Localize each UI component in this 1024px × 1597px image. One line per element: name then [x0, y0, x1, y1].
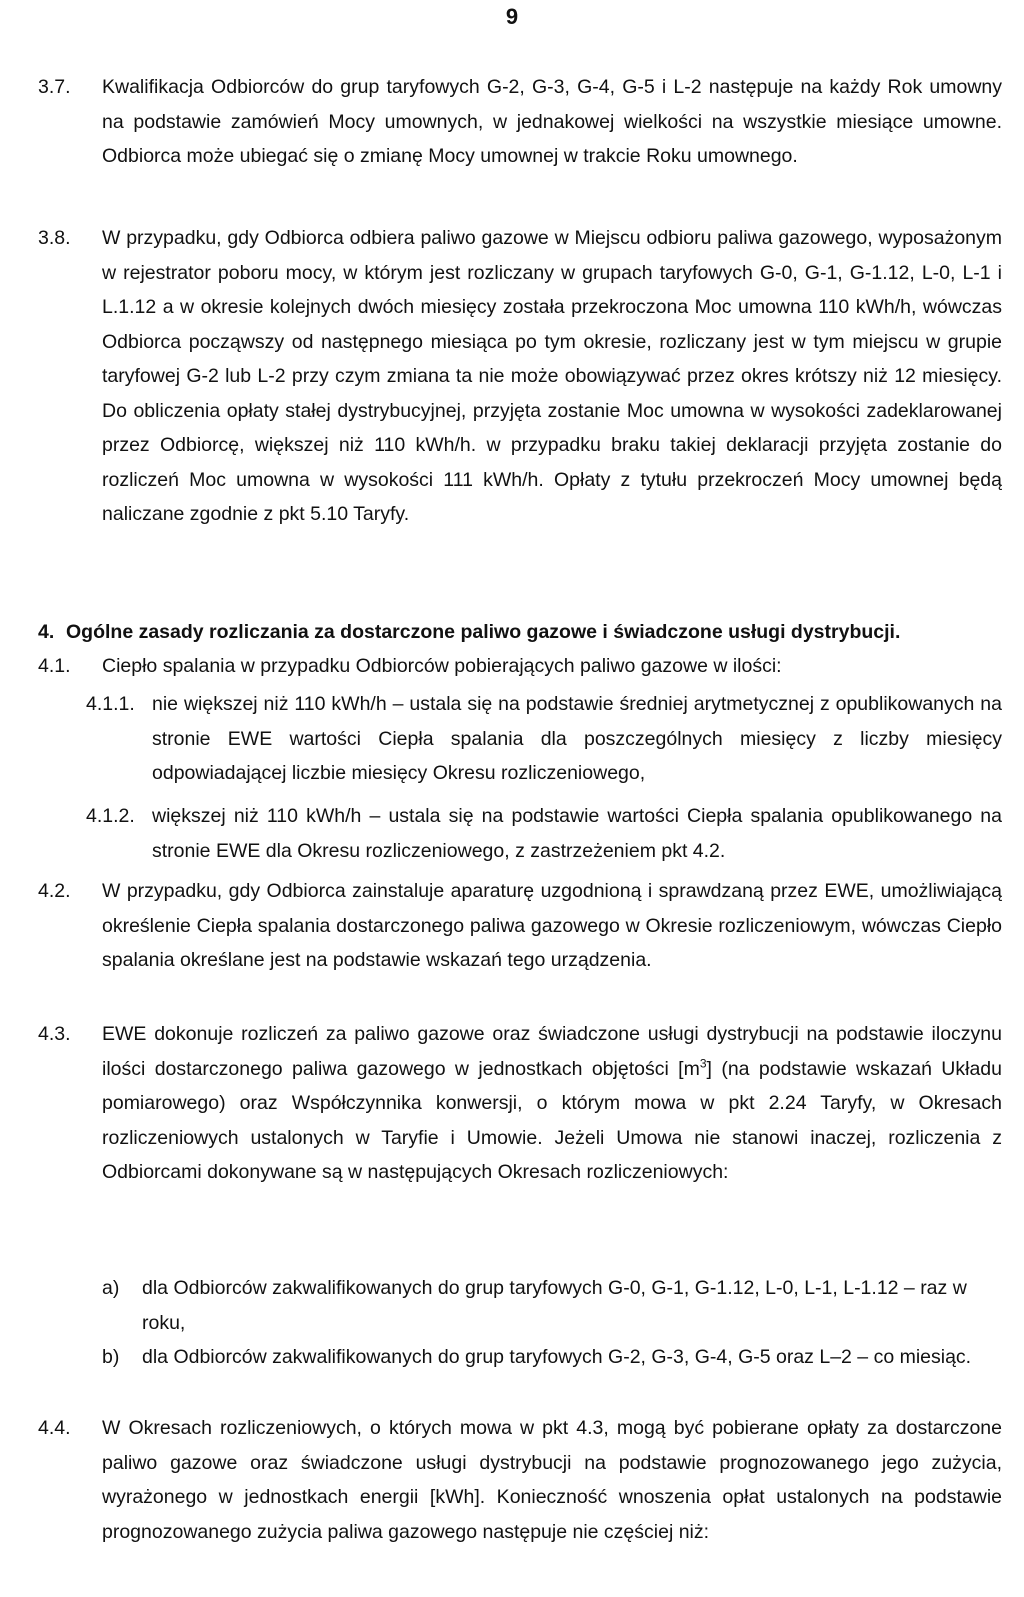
- list-item-text: dla Odbiorców zakwalifikowanych do grup taryfowych G-0, G-1, G-1.12, L-0, L-1, L-1.12 – raz w roku,: [142, 1277, 967, 1334]
- page-number: 9: [505, 4, 519, 29]
- list-marker: a): [102, 1277, 120, 1299]
- superscript: 3: [699, 1056, 707, 1070]
- paragraph-text: nie większej niż 110 kWh/h – ustala się na podstawie średniej arytmetycznej z opublikowanych na stronie EWE wartości Ciepła spalania dla poszczególnych miesięcy z liczby miesięcy odpowiadającej liczbie miesięcy Okresu rozliczeniowego,: [152, 693, 1002, 784]
- paragraph-text: Ciepło spalania w przypadku Odbiorców pobierających paliwo gazowe w ilości:: [102, 655, 782, 677]
- section-number: 4.1.2.: [86, 805, 135, 827]
- section-number: 4.4.: [38, 1417, 71, 1439]
- section-number: 3.7.: [38, 76, 71, 98]
- paragraph-text: W przypadku, gdy Odbiorca zainstaluje aparaturę uzgodnioną i sprawdzaną przez EWE, umożliwiającą określenie Ciepła spalania dostarczonego paliwa gazowego w Okresie rozliczeniowym, wówczas Ciepło spalania określane jest na podstawie wskazań tego urządzenia.: [102, 880, 1002, 971]
- section-number: 4.3.: [38, 1023, 71, 1045]
- section-number: 3.8.: [38, 227, 71, 249]
- paragraph-text: Kwalifikacja Odbiorców do grup taryfowych G-2, G-3, G-4, G-5 i L-2 następuje na każdy Rok umowny na podstawie zamówień Mocy umownych, w jednakowej wielkości na wszystkie miesiące umowne. Odbiorca może ubiegać się o zmianę Mocy umownej w trakcie Roku umownego.: [102, 76, 1002, 167]
- paragraph-text: [102, 1017, 1002, 1190]
- section-number: 4.: [38, 621, 55, 643]
- section-number: 4.1.1.: [86, 693, 135, 715]
- paragraph-text-part: EWE dokonuje rozliczeń za paliwo gazowe oraz świadczone usługi dystrybucji na podstawie iloczynu ilości dostarczonego paliwa gazowego w jednostkach objętości [m: [102, 1023, 1002, 1080]
- section-heading-text: Ogólne zasady rozliczania za dostarczone paliwo gazowe i świadczone usługi dystrybucji.: [66, 621, 901, 643]
- paragraph-text: większej niż 110 kWh/h – ustala się na podstawie wartości Ciepła spalania opublikowanego na stronie EWE dla Okresu rozliczeniowego, z zastrzeżeniem pkt 4.2.: [152, 805, 1002, 862]
- list-marker: b): [102, 1346, 120, 1368]
- section-number: 4.2.: [38, 880, 71, 902]
- paragraph-text: W Okresach rozliczeniowych, o których mowa w pkt 4.3, mogą być pobierane opłaty za dostarczone paliwo gazowe oraz świadczone usługi dystrybucji na podstawie prognozowanego jego zużycia, wyrażonego w jednostkach energii [kWh]. Konieczność wnoszenia opłat ustalonych na podstawie prognozowanego zużycia paliwa gazowego następuje nie częściej niż:: [102, 1417, 1002, 1543]
- list-item-text: dla Odbiorców zakwalifikowanych do grup taryfowych G-2, G-3, G-4, G-5 oraz L–2 – co miesiąc.: [142, 1346, 972, 1368]
- paragraph-text-part: ] (na podstawie wskazań Układu pomiarowego) oraz Współczynnika konwersji, o którym mowa w pkt 2.24 Taryfy, w Okresach rozliczeniowych ustalonych w Taryfie i Umowie. Jeżeli Umowa nie stanowi inaczej, rozliczenia z Odbiorcami dokonywane są w następujących Okresach rozliczeniowych:: [102, 1057, 1002, 1183]
- paragraph-text: W przypadku, gdy Odbiorca odbiera paliwo gazowe w Miejscu odbioru paliwa gazowego, wyposażonym w rejestrator poboru mocy, w którym jest rozliczany w grupach taryfowych G-0, G-1, G-1.12, L-0, L-1 i L.1.12 a w okresie kolejnych dwóch miesięcy została przekroczona Moc umowna 110 kWh/h, wówczas Odbiorca począwszy od następnego miesiąca po tym okresie, rozliczany jest w tym miejscu w grupie taryfowej G-2 lub L-2 przy czym zmiana ta nie może obowiązywać przez okres krótszy niż 12 miesięcy. Do obliczenia opłaty stałej dystrybucyjnej, przyjęta zostanie Moc umowna w wysokości zadeklarowanej przez Odbiorcę, większej niż 110 kWh/h. w przypadku braku takiej deklaracji przyjęta zostanie do rozliczeń Moc umowna w wysokości 111 kWh/h. Opłaty z tytułu przekroczeń Mocy umownej będą naliczane zgodnie z pkt 5.10 Taryfy.: [102, 227, 1002, 525]
- section-number: 4.1.: [38, 655, 71, 677]
